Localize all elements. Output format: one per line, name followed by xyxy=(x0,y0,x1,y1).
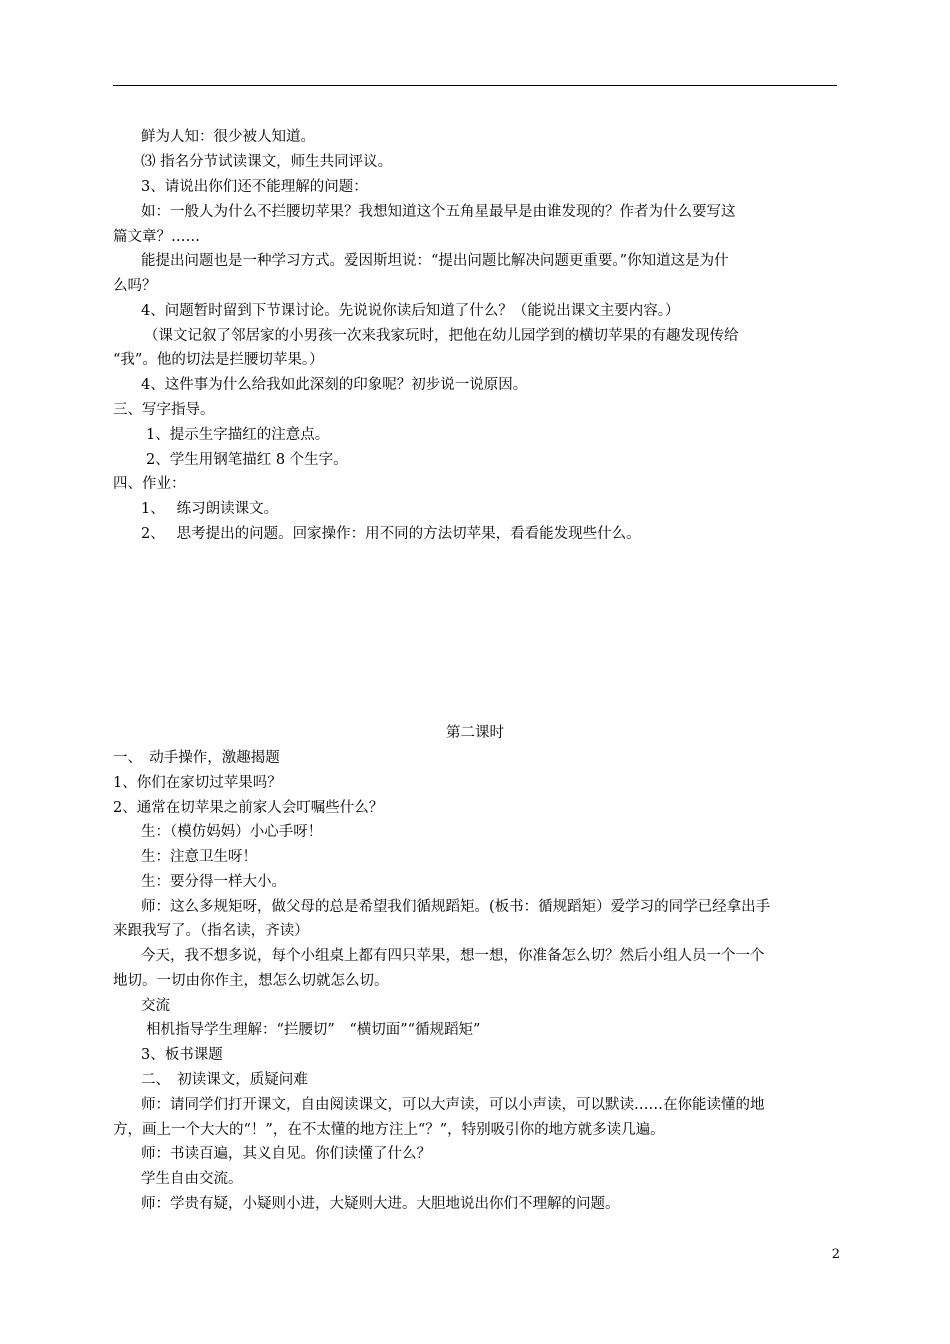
text-line: 2、学生用钢笔描红 8 个生字。 xyxy=(146,452,348,468)
text-line: 1、你们在家切过苹果吗？ xyxy=(113,775,282,791)
text-line: 1、提示生字描红的注意点。 xyxy=(146,427,330,443)
text-line: 师：这么多规矩呀，做父母的总是希望我们循规蹈矩。(板书：循规蹈矩）爱学习的同学已经拿出手 xyxy=(141,899,771,915)
text-line: 生：要分得一样大小。 xyxy=(141,874,286,890)
text-line: 师：学贵有疑，小疑则小进，大疑则大进。大胆地说出你们不理解的问题。 xyxy=(141,1196,620,1212)
text-line: 3、请说出你们还不能理解的问题： xyxy=(141,179,368,195)
header-rule xyxy=(113,85,837,86)
text-line: 篇文章？…… xyxy=(113,229,200,245)
text-line: 4、这件事为什么给我如此深刻的印象呢？初步说一说原因。 xyxy=(141,377,528,393)
text-line: 4、问题暂时留到下节课讨论。先说说你读后知道了什么？（能说出课文主要内容。） xyxy=(141,303,680,319)
text-line: 能提出问题也是一种学习方式。爱因斯坦说：“提出问题比解决问题更重要。”你知道这是为什 xyxy=(141,253,729,269)
text-line: 1、 练习朗读课文。 xyxy=(141,501,279,517)
lesson-title: 第二课时 xyxy=(446,725,504,741)
section-heading: 一、 动手操作，激趣揭题 xyxy=(113,750,280,766)
text-line: 相机指导学生理解：“拦腰切” “横切面”“循规蹈矩” xyxy=(146,1022,481,1038)
text-line: ⑶ 指名分节试读课文，师生共同评议。 xyxy=(141,154,393,170)
section-heading: 四、作业： xyxy=(113,476,186,492)
text-line: （课文记叙了邻居家的小男孩一次来我家玩时，把他在幼儿园学到的横切苹果的有趣发现传给 xyxy=(144,328,739,344)
section-heading: 二、 初读课文，质疑问难 xyxy=(141,1072,308,1088)
text-line: 方，画上一个大大的“！”，在不太懂的地方注上“？”，特别吸引你的地方就多读几遍。 xyxy=(113,1122,665,1138)
text-line: 3、板书课题 xyxy=(141,1047,223,1063)
text-line: 地切。一切由你作主，想怎么切就怎么切。 xyxy=(113,973,389,989)
text-line: 生：注意卫生呀！ xyxy=(141,849,257,865)
text-line: 师：书读百遍，其义自见。你们读懂了什么？ xyxy=(141,1146,431,1162)
text-line: 鲜为人知：很少被人知道。 xyxy=(141,129,315,145)
text-line: 学生自由交流。 xyxy=(141,1171,243,1187)
text-line: 交流 xyxy=(141,998,170,1014)
text-line: 来跟我写了。（指名读，齐读） xyxy=(113,923,309,939)
text-line: 师：请同学们打开课文，自由阅读课文，可以大声读，可以小声读，可以默读……在你能读懂的地 xyxy=(141,1097,765,1113)
text-line: 么吗？ xyxy=(113,278,157,294)
text-line: “我”。他的切法是拦腰切苹果。） xyxy=(113,352,324,368)
text-line: 如：一般人为什么不拦腰切苹果？我想知道这个五角星最早是由谁发现的？作者为什么要写这 xyxy=(141,204,736,220)
page-number: 2 xyxy=(831,1247,840,1262)
text-line: 生：（模仿妈妈）小心手呀！ xyxy=(141,824,323,840)
text-line: 2、 思考提出的问题。回家操作：用不同的方法切苹果，看看能发现些什么。 xyxy=(141,526,641,542)
text-line: 2、通常在切苹果之前家人会叮嘱些什么？ xyxy=(113,800,384,816)
section-heading: 三、写字指导。 xyxy=(113,402,215,418)
text-line: 今天，我不想多说，每个小组桌上都有四只苹果，想一想，你准备怎么切？然后小组人员一个一个 xyxy=(141,948,765,964)
